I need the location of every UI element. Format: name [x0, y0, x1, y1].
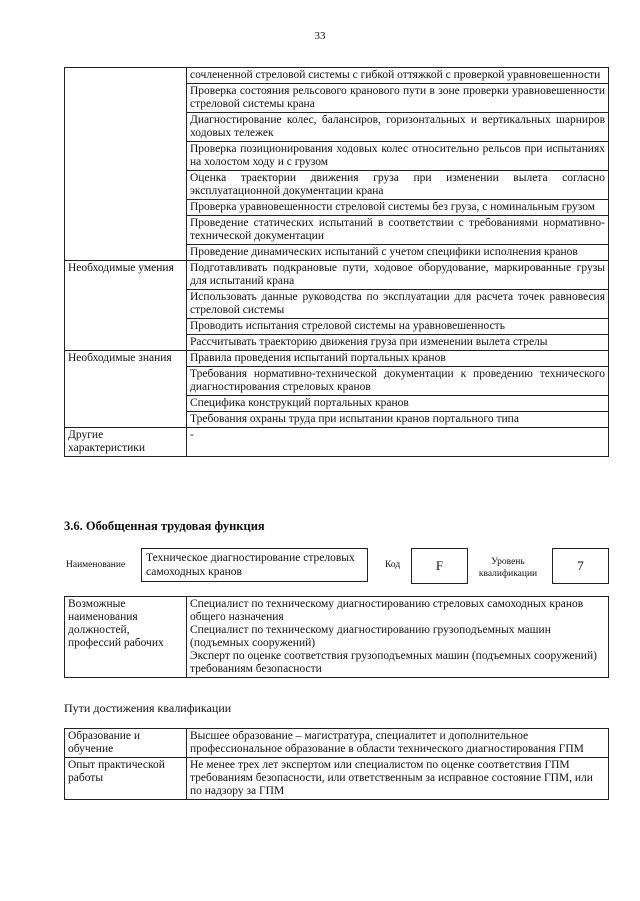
table-row — [65, 428, 609, 457]
positions-label: Возможные наименования должностей, профессий рабочих — [65, 597, 187, 678]
positions-values — [187, 597, 609, 678]
labor-actions-table — [64, 67, 609, 457]
table-cell: Оценка траектории движения груза при изменении вылета согласно эксплуатационной документации крана — [187, 171, 609, 200]
table-cell: Диагностирование колес, балансиров, горизонтальных и вертикальных шарниров ходовых тележек — [187, 113, 609, 142]
list-item: Специалист по техническому диагностированию стреловых самоходных кранов общего назначения — [190, 598, 584, 623]
table-cell: Подготавливать подкрановые пути, ходовое оборудование, маркированные грузы для испытаний крана — [187, 261, 609, 290]
table-row — [65, 758, 609, 800]
experience-value: Не менее трех лет экспертом или специалистом по оценке соответствия ГПМ требованиям безопасности, или ответственным за исправное состояние ГПМ, или по надзору за ГПМ — [187, 758, 609, 800]
table-cell: Требования охраны труда при испытании кранов портального типа — [187, 412, 609, 428]
education-label: Образование и обучение — [65, 729, 187, 758]
page-number: 33 — [314, 30, 326, 42]
table-cell: сочлененной стреловой системы с гибкой оттяжкой с проверкой уравновешенности — [187, 68, 609, 84]
table-cell: Проведение динамических испытаний с учетом специфики исполнения кранов — [187, 245, 609, 261]
code-value: F — [411, 548, 468, 584]
table-cell: Проверка состояния рельсового кранового пути в зоне проверки уравновешенности стреловой системы крана — [187, 84, 609, 113]
positions-table — [64, 596, 609, 678]
table-cell: Проверка уравновешенности стреловой системы без груза, с номинальным грузом — [187, 200, 609, 216]
list-item: Специалист по техническому диагностированию грузоподъемных машин (подъемных сооружений) — [190, 624, 551, 649]
table-cell: Проведение статических испытаний в соответствии с требованиями нормативно-технической документации — [187, 216, 609, 245]
paths-heading: Пути достижения квалификации — [64, 701, 232, 715]
table-row — [65, 351, 609, 367]
knowledge-label: Необходимые знания — [65, 351, 187, 428]
skills-label: Необходимые умения — [65, 261, 187, 351]
table-row — [65, 597, 609, 678]
table-cell: Специфика конструкций портальных кранов — [187, 396, 609, 412]
level-value: 7 — [552, 548, 609, 584]
table-cell: Проверка позиционирования ходовых колес относительно рельсов при испытаниях на холостом ходу и с грузом — [187, 142, 609, 171]
table-cell: - — [187, 428, 609, 457]
section-heading: 3.6. Обобщенная трудовая функция — [64, 519, 265, 533]
table-cell: Проводить испытания стреловой системы на уравновешенность — [187, 319, 609, 335]
experience-label: Опыт практической работы — [65, 758, 187, 800]
name-label: Наименование — [66, 560, 126, 570]
table-row — [65, 68, 609, 84]
table-row — [65, 261, 609, 290]
table-row — [65, 729, 609, 758]
table-cell: Рассчитывать траекторию движения груза при изменении вылета стрелы — [187, 335, 609, 351]
code-label: Код — [385, 560, 401, 570]
table-cell-label-empty — [65, 68, 187, 261]
table-cell: Правила проведения испытаний портальных кранов — [187, 351, 609, 367]
level-label: Уровень квалификации — [478, 557, 538, 579]
name-value: Техническое диагностирование стреловых самоходных кранов — [141, 548, 368, 582]
paths-table — [64, 728, 609, 800]
table-cell: Использовать данные руководства по эксплуатации для расчета точек равновесия стреловой системы — [187, 290, 609, 319]
table-cell: Требования нормативно-технической документации к проведению технического диагностирования стреловых кранов — [187, 367, 609, 396]
other-label: Другие характеристики — [65, 428, 187, 457]
list-item: Эксперт по оценке соответствия грузоподъемных машин (подъемных сооружений) требованиям безопасности — [190, 650, 597, 675]
education-value: Высшее образование – магистратура, специалитет и дополнительное профессиональное образование в области технического диагностирования ГПМ — [187, 729, 609, 758]
